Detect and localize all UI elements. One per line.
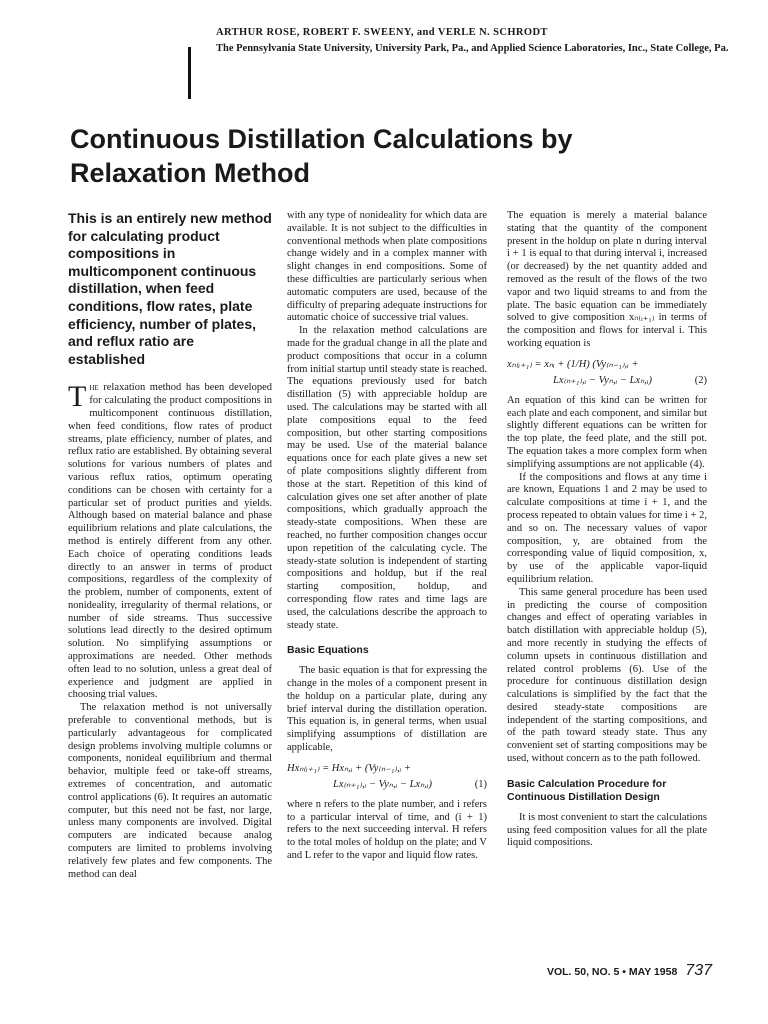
author-block [216, 25, 736, 57]
author-names: ARTHUR ROSE, ROBERT F. SWEENY, and VERLE N. SCHRODT [216, 27, 548, 38]
section-heading-calculation-procedure: Basic Calculation Procedure for Continuous Distillation Design [507, 777, 667, 803]
equation-1 [287, 761, 487, 793]
author-affiliation: The Pennsylvania State University, University Park, Pa., and Applied Science Laboratories, Inc., State College, Pa. [216, 43, 729, 54]
col1-paragraph-2: The relaxation method is not universally preferable to conventional methods, but is particularly advantageous for complicated design problems involving multiple columns or components, nonideal equilibrium and thermal behavior, multiple feed or take-off streams, extremes of concentration, and automatic control applications (6). It requires an automatic computer, but this need not be fast, nor large, unless many components are involved. Digital computers are indicated because analog computers are limited to problems involving relatively few plates and few components. The method can deal [68, 702, 272, 880]
equation-2-line-1: xₙ₍ᵢ₊₁₎ = xₙᵢ + (1/H) (Vy₍ₙ₋₁₎,ᵢ + [507, 358, 639, 370]
equation-1-line-2 [287, 777, 487, 793]
col3-paragraph-4: This same general procedure has been used in predicting the course of composition changes and effect of operating variables in batch distillation with appreciable holdup (5), and more recently in studying the effects of column upsets in continuous distillation and related control problems (6). Use of the procedure for continuous distillation design calculations is simplified by the fact that the desired steady-state compositions are independent of the starting compositions, and of the path toward steady state. Thus any convenient set of starting compositions may be used, without concern as to the path followed. [507, 586, 707, 765]
col2-paragraph-4: where n refers to the plate number, and i refers to a particular interval of time, and (i + 1) refers to the next succeeding interval. H refers to the total moles of holdup on the plate; and V and L refer to the vapor and liquid flow rates. [287, 798, 487, 862]
lede-summary: This is an entirely new method for calculating product compositions in multicomponent continuous distillation, when feed conditions, flow rates, plate efficiency, number of plates, and reflux ratio are established [68, 210, 272, 367]
col3-paragraph-5: It is most convenient to start the calculations using feed composition values for all the plate liquid compositions. [507, 811, 707, 849]
col2-paragraph-1: with any type of nonideality for which data are available. It is not subject to the difficulties in conventional methods when plate compositions change widely and in a complex manner with slight changes in end compositions. Some of these difficulties are particularly serious when automatic computers are used, because of the difficulty of preparing adequate instructions for automatic choice of successive trial values. [287, 210, 487, 324]
col2-paragraph-2: In the relaxation method calculations are made for the gradual change in all the plate and product compositions that occur in a column from initial startup until steady state is reached. The equations previously used for batch distillation (5) with appreciable holdup are used. The calculations may be started with all plate compositions equal to the feed composition, but other starting compositions may be used. Use of the material balance equations once for each plate gives a new set of plate compositions slightly different from those at the start. Repetition of this kind of calculation gives one set after another of plate compositions, which gradually approach the steady-state compositions. When these are reached, no further composition changes occur upon repetition of the calculating cycle. The steady-state solution is independent of starting compositions and holdup, but if the real starting composition, holdup, and corresponding flow rates and time lags are used, the calculations describe the approach to steady state. [287, 325, 487, 631]
equation-2 [507, 357, 707, 389]
col3-paragraph-1: The equation is merely a material balance stating that the quantity of the component present in the holdup on plate n during interval i + 1 is equal to that during interval i, increased (or decreased) by the net quantity added and removed as the result of the flows of the two vapor and two liquid streams to and from the plate. The basic equation can be immediately solved to give composition xₙ₍ᵢ₊₁₎ in terms of the composition and flows for interval i. This working equation is [507, 210, 707, 349]
equation-1-number: (1) [474, 778, 487, 790]
article-title: Continuous Distillation Calculations by Relaxation Method [70, 124, 573, 188]
small-caps-word: he [89, 382, 99, 394]
intro-paragraph [68, 382, 272, 702]
column-2 [287, 210, 487, 863]
col3-paragraph-3: If the compositions and flows at any time i are known, Equations 1 and 2 may be used to calculate compositions at time i + 1, and the process repeated to obtain values for time i + 2, and so on. The necessary values of vapor composition, y, are obtained from the corresponding value of liquid composition, x, by use of the applicable vapor-liquid equilibrium relation. [507, 471, 707, 585]
equation-2-line-2 [507, 373, 707, 389]
header-rule [188, 47, 191, 99]
col3-paragraph-2: An equation of this kind can be written for each plate and each component, and similar but slightly different equations can be written for the top plate, the feed plate, and the still pot. The equation takes a more complex form when simplifying assumptions are not applicable (4). [507, 394, 707, 470]
equation-1-line-2-text: Lx₍ₙ₊₁₎,ᵢ − Vyₙ,ᵢ − Lxₙ,ᵢ) [333, 778, 433, 790]
intro-text: relaxation method has been developed for calculating the product compositions in multicomponent continuous distillation, when feed conditions, flow rates of product streams, plate efficiency, number of plates, and reflux ratio are established. By obtaining several solutions for various numbers of plates and various reflux ratios, optimum operating conditions can be chosen with certainty for a particular set of product purities and yields. Although based on material balance and phase equilibrium relations and plate calculations, the method is entirely different from any other. Each choice of operating conditions leads directly to an answer in terms of product compositions, regardless of the complexity of the problem, number of components, extent of nonideality, irregularity of thermal relations, or number of side streams. Thus successive solutions lead directly to the desired optimum solution. No simplifying assumptions or approximations are needed. Other methods often lead to no solution, unless a great deal of experience and judgment are applied in choosing trial values. [68, 382, 272, 701]
section-heading-basic-equations: Basic Equations [287, 644, 369, 657]
issue-info: VOL. 50, NO. 5 • MAY 1958 [546, 966, 678, 978]
equation-1-line-1: Hxₙ₍ᵢ₊₁₎ = Hxₙ,ᵢ + (Vy₍ₙ₋₁₎,ᵢ + [287, 762, 411, 774]
drop-cap: T [68, 380, 87, 414]
column-3 [507, 210, 707, 850]
column-1 [68, 210, 272, 881]
page-footer [500, 962, 712, 980]
equation-2-number: (2) [694, 374, 707, 386]
page-number: 737 [685, 962, 712, 979]
col2-paragraph-3: The basic equation is that for expressing the change in the moles of a component present in the holdup on a particular plate, during any brief interval during the distillation operation. This equation is, in general terms, when usual simplifying assumptions of distillation are applicable, [287, 665, 487, 754]
equation-2-line-2-text: Lx₍ₙ₊₁₎,ᵢ − Vyₙ,ᵢ − Lxₙ,ᵢ) [553, 374, 653, 386]
